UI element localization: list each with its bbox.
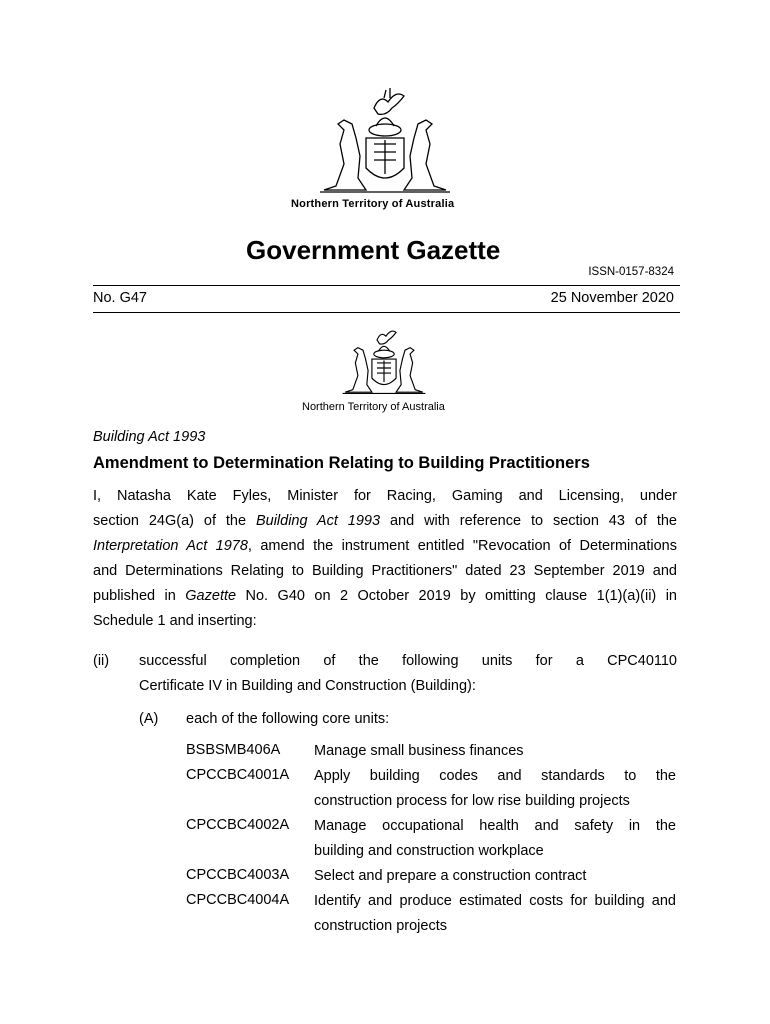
clause-text <box>139 649 677 699</box>
issn-number: ISSN-0157-8324 <box>588 266 674 278</box>
intro-line-2: section 24G(a) of the Building Act 1993 and with reference to section 43 of the <box>93 513 677 529</box>
unit-description: Manage small business finances <box>314 743 524 759</box>
unit-code: CPCCBC4004A <box>186 892 290 908</box>
header-top-rule <box>93 285 680 286</box>
intro-line-4: and Determinations Relating to Building Practitioners" dated 23 September 2019 and <box>93 563 677 579</box>
jurisdiction-caption-small: Northern Territory of Australia <box>302 401 445 413</box>
subclause-text: each of the following core units: <box>186 711 390 727</box>
subclause-number: (A) <box>139 711 159 727</box>
unit-code: CPCCBC4003A <box>186 867 290 883</box>
notice-heading: Amendment to Determination Relating to Building Practitioners <box>93 454 590 472</box>
intro-line-5: published in Gazette No. G40 on 2 October 2019 by omitting clause 1(1)(a)(ii) in <box>93 588 677 604</box>
intro-line-3: Interpretation Act 1978, amend the instrument entitled "Revocation of Determinations <box>93 538 678 554</box>
unit-code: BSBSMB406A <box>186 742 281 758</box>
page-title: Government Gazette <box>246 235 501 265</box>
intro-line-1: I, Natasha Kate Fyles, Minister for Racing, Gaming and Licensing, under <box>93 488 677 504</box>
act-name: Building Act 1993 <box>93 429 206 445</box>
unit-description: Identify and produce estimated costs for building and construction projects <box>314 893 676 934</box>
header-bottom-rule <box>93 312 680 313</box>
unit-description: Apply building codes and standards to the construction process for low rise building projects <box>314 768 676 809</box>
intro-paragraph <box>93 484 677 634</box>
intro-line-6: Schedule 1 and inserting: <box>93 613 257 629</box>
unit-code: CPCCBC4002A <box>186 817 290 833</box>
jurisdiction-caption: Northern Territory of Australia <box>291 198 455 210</box>
gazette-date: 25 November 2020 <box>550 290 674 306</box>
clause-number: (ii) <box>93 653 110 669</box>
unit-description: Select and prepare a construction contract <box>314 868 587 884</box>
unit-description: Manage occupational health and safety in the building and construction workplace <box>314 818 676 859</box>
coat-of-arms-emblem <box>314 86 456 196</box>
clause-line-2: Certificate IV in Building and Construction (Building): <box>139 678 476 694</box>
coat-of-arms-emblem-small <box>336 326 432 396</box>
unit-code: CPCCBC4001A <box>186 767 290 783</box>
gazette-number: No. G47 <box>93 290 147 306</box>
clause-line-1: successful completion of the following units for a CPC40110 <box>139 653 677 669</box>
